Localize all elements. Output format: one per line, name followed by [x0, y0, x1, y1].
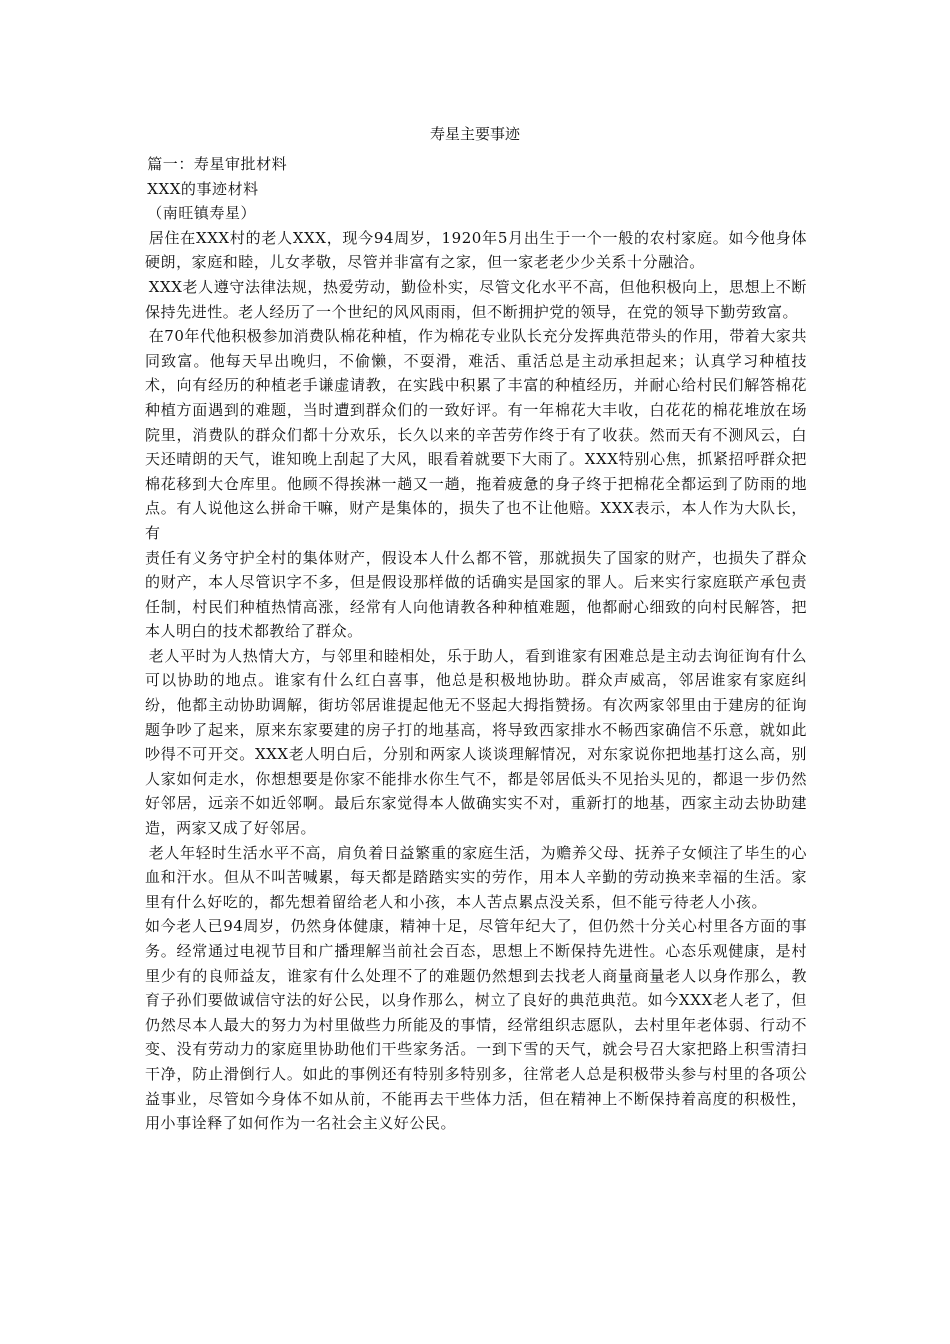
section-heading: 篇一：寿星审批材料	[147, 155, 288, 173]
paragraph-family-life: 老人年轻时生活水平不高，肩负着日益繁重的家庭生活，为赡养父母、抚养子女倾注了毕生的心血和汗水。但从不叫苦喊累，每天都是踏踏实实的劳作，用本人辛勤的劳动换来幸福的生活。家里有什么好吃的，都先想着留给老人和小孩，本人苦点累点没关系，但不能亏待老人小孩。	[145, 843, 807, 911]
paragraph-responsibility: 责任有义务守护全村的集体财产，假设本人什么都不管，那就损失了国家的财产，也损失了群众的财产，本人尽管识字不多，但是假设那样做的话确实是国家的罪人。后来实行家庭联产承包责任制，村民们种植热情高涨，经常有人向他请教各种种植难题，他都耐心细致的向村民解答，把本人明白的技术都教给了群众。	[145, 548, 807, 641]
document-body	[145, 152, 807, 1136]
material-title: XXX的事迹材料	[147, 179, 259, 198]
paragraph-character: XXX老人遵守法律法规，热爱劳动，勤俭朴实，尽管文化水平不高，但他积极向上，思想上不断保持先进性。老人经历了一个世纪的风风雨雨，但不断拥护党的领导，在党的领导下勤劳致富。	[145, 277, 807, 321]
paragraph-present-day: 如今老人已94周岁，仍然身体健康，精神十足，尽管年纪大了，但仍然十分关心村里各方面的事务。经常通过电视节目和广播理解当前社会百态，思想上不断保持先进性。心态乐观健康，是村里少有的良师益友，谁家有什么处理不了的难题仍然想到去找老人商量商量老人以身作那么，教育子孙们要做诚信守法的好公民，以身作那么，树立了良好的典范典范。如今XXX老人老了，但仍然尽本人最大的努力为村里做些力所能及的事情，经常组织志愿队，去村里年老体弱、行动不变、没有劳动力的家庭里协助他们干些家务活。一到下雪的天气，就会号召大家把路上积雪清扫干净，防止滑倒行人。如此的事例还有特别多特别多，往常老人总是积极带头参与村里的各项公益事业，尽管如今身体不如从前，不能再去干些体力活，但在精神上不断保持着高度的积极性，用小事诠释了如何作为一名社会主义好公民。	[145, 917, 807, 1133]
paragraph-neighbors: 老人平时为人热情大方，与邻里和睦相处，乐于助人，看到谁家有困难总是主动去询征询有什么可以协助的地点。谁家有什么红白喜事，他总是积极地协助。群众声威高，邻居谁家有家庭纠纷，他都主动协助调解，街坊邻居谁提起他无不竖起大拇指赞扬。有次两家邻里由于建房的征询题争吵了起来，原来东家要建的房子打的地基高，将导致西家排水不畅西家确信不乐意，就如此吵得不可开交。XXX老人明白后，分别和两家人谈谈理解情况，对东家说你把地基打这么高，别人家如何走水，你想想要是你家不能排水你生气不，都是邻居低头不见抬头见的，都退一步仍然好邻居，远亲不如近邻啊。最后东家觉得本人做确实实不对，重新打的地基，西家主动去协助建造，两家又成了好邻居。	[145, 646, 807, 838]
document-title: 寿星主要事迹	[429, 125, 520, 143]
material-subtitle: （南旺镇寿星）	[147, 204, 257, 223]
paragraph-cotton-team: 在70年代他积极参加消费队棉花种植，作为棉花专业队长充分发挥典范带头的作用，带着大家共同致富。他每天早出晚归，不偷懒，不耍滑，难活、重活总是主动承担起来；认真学习种植技术，向有经历的种植老手谦虚请教，在实践中积累了丰富的种植经历，并耐心给村民们解答棉花种植方面遇到的难题，当时遭到群众们的一致好评。有一年棉花大丰收，白花花的棉花堆放在场院里，消费队的群众们都十分欢乐，长久以来的辛苦劳作终于有了收获。然而天有不测风云，白天还晴朗的天气，谁知晚上刮起了大风，眼看着就要下大雨了。XXX特别心焦，抓紧招呼群众把棉花移到大仓库里。他顾不得挨淋一趟又一趟，拖着疲惫的身子终于把棉花全都运到了防雨的地点。有人说他这么拼命干嘛，财产是集体的，损失了也不让他赔。XXX表示，本人作为大队长，有	[145, 327, 807, 542]
paragraph-introduction: 居住在XXX村的老人XXX，现今94周岁，1920年5月出生于一个一般的农村家庭。如今他身体硬朗，家庭和睦，儿女孝敬，尽管并非富有之家，但一家老老少少关系十分融洽。	[145, 228, 807, 272]
